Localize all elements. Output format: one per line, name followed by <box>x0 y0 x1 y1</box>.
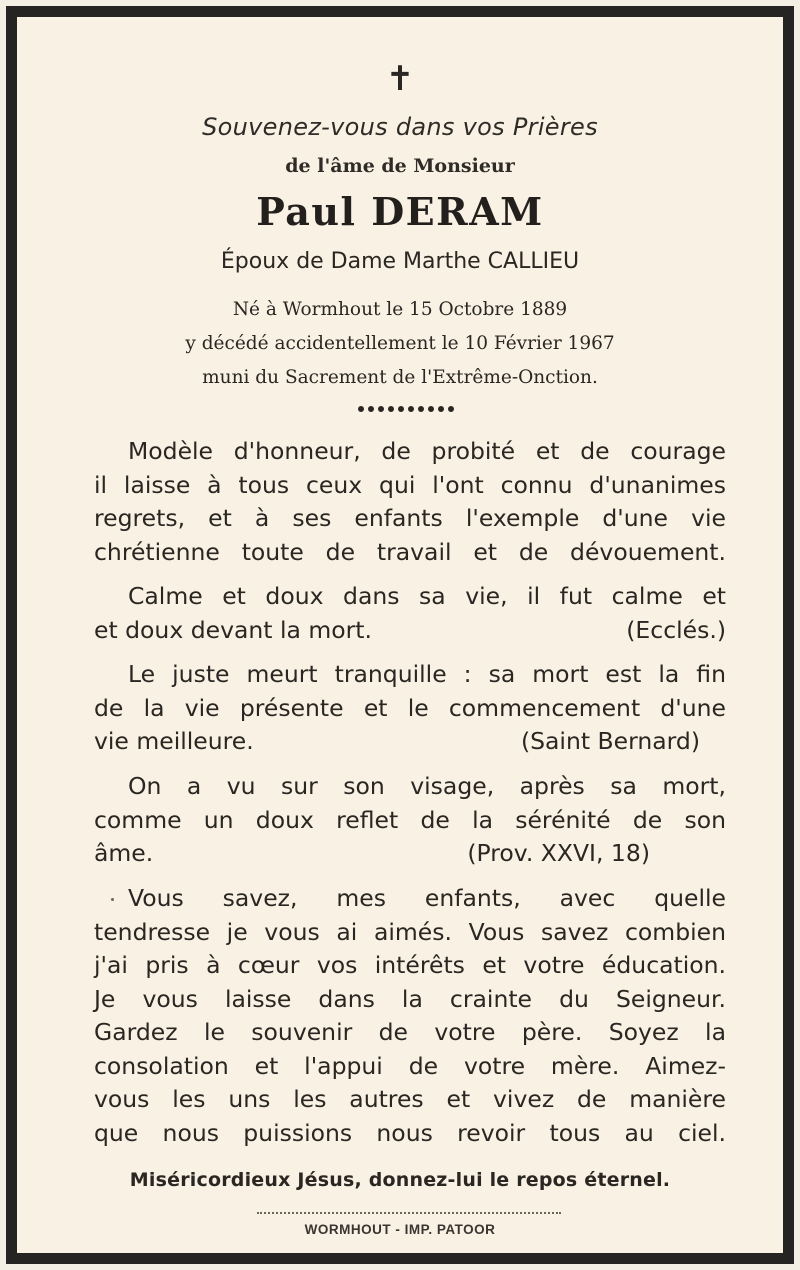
spouse-line: Époux de Dame Marthe CALLIEU <box>220 249 580 274</box>
paragraph-line: il laisse à tous ceux qui l'ont connu d'unanimes <box>94 470 726 499</box>
sacrament-line: muni du Sacrement de l'Extrême-Onction. <box>202 367 598 388</box>
paragraph-citation-row <box>94 725 726 759</box>
intro-prayer-line: Souvenez-vous dans vos Prières <box>202 113 598 141</box>
paragraph-line: On a vu sur son visage, après sa mort, <box>128 772 726 800</box>
intro-soul-line: de l'âme de Monsieur <box>285 155 515 177</box>
paragraph-citation-row <box>94 614 726 648</box>
memorial-card <box>6 6 794 1264</box>
birth-line: Né à Wormhout le 15 Octobre 1889 <box>232 299 568 320</box>
card-content <box>17 17 783 1253</box>
citation: (Prov. XXVI, 18) <box>467 839 650 867</box>
paragraph-line: comme un doux reflet de la sérénité de son <box>94 805 726 834</box>
paragraph-visage <box>94 770 726 871</box>
paragraph-line: Gardez le souvenir de votre père. Soyez la <box>94 1018 726 1046</box>
paragraph-line: vous les uns les autres et vivez de manière <box>94 1085 726 1113</box>
paragraph-line: et doux devant la mort. <box>94 615 372 644</box>
ornament-divider <box>357 404 455 414</box>
deceased-name: Paul DERAM <box>256 189 544 234</box>
paragraph-line: vie meilleure. <box>94 727 254 755</box>
closing-prayer: Miséricordieux Jésus, donnez-lui le repos éternel. <box>129 1169 671 1191</box>
paragraph-line: de la vie présente et le commencement d'une <box>94 693 726 722</box>
paragraph-line: que nous puissions nous revoir tous au ciel. <box>94 1118 726 1147</box>
paragraph-line: Je vous laisse dans la crainte du Seigneur. <box>94 984 726 1013</box>
citation: (Ecclés.) <box>626 615 726 644</box>
paragraph-line: tendresse je vous ai aimés. Vous savez combien <box>94 917 726 946</box>
paragraph-just <box>94 658 726 759</box>
paragraph-line: Modèle d'honneur, de probité et de courage <box>128 437 726 465</box>
paragraph-line: j'ai pris à cœur vos intérêts et votre éducation. <box>94 951 726 979</box>
paragraph-honour <box>94 435 726 569</box>
dotted-rule <box>257 1212 561 1214</box>
paragraph-line: chrétienne toute de travail et de dévouement. <box>94 537 726 566</box>
paragraph-line: Calme et doux dans sa vie, il fut calme et <box>128 582 726 610</box>
paragraph-line: Le juste meurt tranquille : sa mort est la fin <box>128 660 726 688</box>
citation: (Saint Bernard) <box>520 727 700 755</box>
paragraph-line: âme. <box>94 839 154 867</box>
death-line: y décédé accidentellement le 10 Février 1967 <box>185 333 615 354</box>
cross-icon: ✝ <box>385 59 415 99</box>
paragraph-line: regrets, et à ses enfants l'exemple d'une vie <box>94 504 726 532</box>
paragraph-children <box>94 882 726 1150</box>
paragraph-citation-row <box>94 837 726 871</box>
paragraph-line: Vous savez, mes enfants, avec quelle <box>128 884 726 912</box>
paragraph-calm <box>94 580 726 647</box>
printer-imprint: WORMHOUT - IMP. PATOOR <box>304 1222 496 1237</box>
paragraph-line: consolation et l'appui de votre mère. Aimez- <box>94 1051 726 1080</box>
